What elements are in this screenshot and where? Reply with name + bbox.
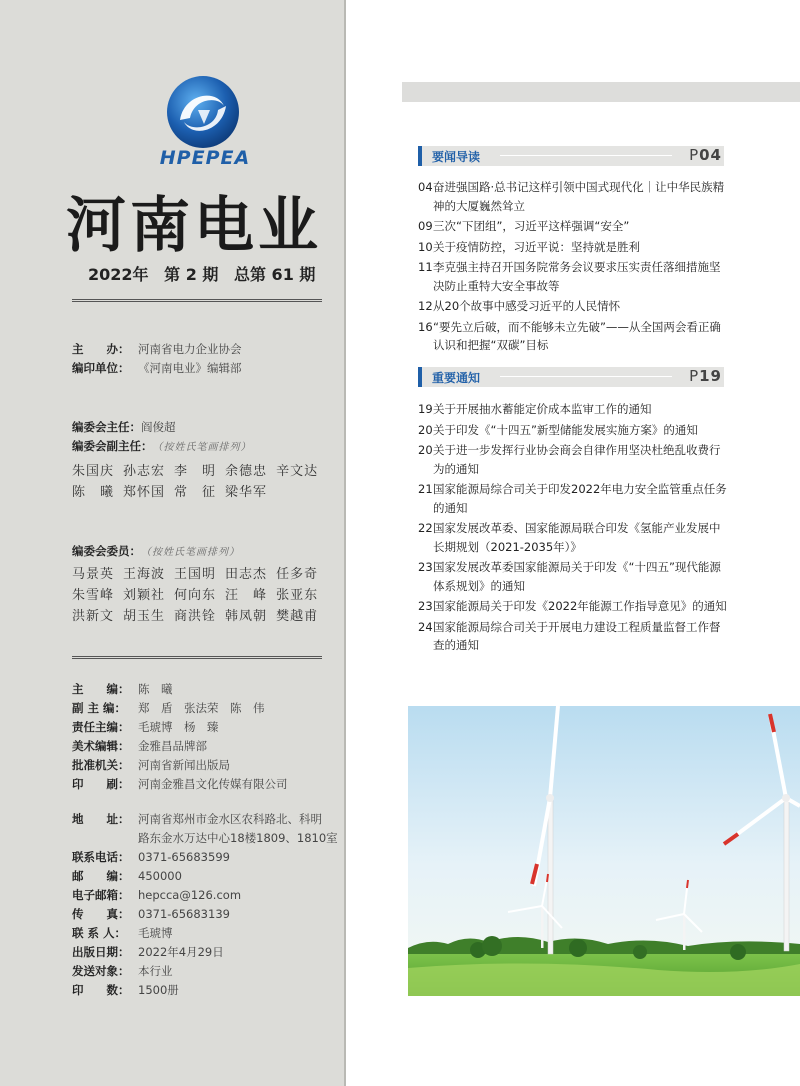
toc-page: 23: [418, 560, 433, 574]
header-bar: [402, 82, 800, 102]
toc-news: [418, 178, 728, 357]
publish-date-value: 2022年4月29日: [138, 945, 224, 959]
field-label: 联 系 人：: [72, 926, 127, 940]
section-page: [689, 367, 722, 385]
address-row: [72, 810, 342, 829]
person-name: 樊越甫: [276, 609, 319, 624]
toc-title: 三次“下团组”，习近平这样强调“安全”: [433, 219, 630, 233]
person-name: 朱国庆: [72, 464, 115, 479]
committee-director-row: [72, 418, 342, 437]
person-name: 李 明: [174, 464, 217, 479]
toc-page: 20: [418, 443, 433, 457]
toc-page: 23: [418, 599, 433, 613]
member-names-row: [72, 606, 342, 627]
address-line: 路东金水万达中心18楼1809、1810室: [138, 831, 338, 845]
toc-page: 21: [418, 482, 433, 496]
field-label: 发送对象：: [72, 964, 130, 978]
field-value: 金雅昌品牌部: [138, 739, 207, 753]
toc-title: 李克强主持召开国务院常务会议要求压实责任落细措施坚决防止重特大安全事故等: [433, 260, 721, 293]
title-divider: [72, 299, 322, 303]
organizer-block: [72, 340, 342, 378]
toc-item[interactable]: [418, 597, 728, 616]
page-prefix: P: [689, 146, 700, 164]
field-label: 出版日期：: [72, 945, 130, 959]
organizer-row: [72, 359, 342, 378]
field-value: 阎俊超: [141, 420, 176, 434]
toc-title: 国家能源局关于印发《2022年能源工作指导意见》的通知: [433, 599, 727, 613]
field-label: 主 办：: [72, 342, 130, 356]
section-header-notices: [418, 367, 724, 387]
field-label: 主 编：: [72, 682, 130, 696]
committee-block: [72, 418, 342, 503]
member-names-row: [72, 564, 342, 585]
field-label: 地 址：: [72, 812, 130, 826]
field-label: 印 数：: [72, 983, 130, 997]
postcode-value: 450000: [138, 869, 182, 883]
toc-item[interactable]: [418, 558, 728, 595]
person-name: 常 征: [174, 485, 217, 500]
ordering-note: （按姓氏笔画排列）: [141, 547, 240, 558]
toc-item[interactable]: [418, 297, 728, 316]
toc-title: 奋进强国路·总书记这样引领中国式现代化｜让中华民族精神的大厦巍然耸立: [433, 180, 725, 213]
toc-item[interactable]: [418, 318, 728, 355]
section-page: [689, 146, 722, 164]
field-label: 责任主编：: [72, 720, 130, 734]
toc-item[interactable]: [418, 421, 728, 440]
field-value: 河南省新闻出版局: [138, 758, 230, 772]
toc-title: 关于进一步发挥行业协会商会自律作用坚决杜绝乱收费行为的通知: [433, 443, 721, 476]
field-label: 传 真：: [72, 907, 130, 921]
contact-person-value: 毛琥博: [138, 926, 173, 940]
deputy-names-row: [72, 461, 342, 482]
issue-line: [88, 262, 328, 285]
field-label: 美术编辑：: [72, 739, 130, 753]
toc-page: 16: [418, 319, 433, 334]
person-name: 张亚东: [276, 588, 319, 603]
logo-wordmark: HPEPEA: [159, 147, 251, 169]
person-name: 朱雪峰: [72, 588, 115, 603]
member-names-row: [72, 585, 342, 606]
person-name: 刘颖社: [123, 588, 166, 603]
committee-members-row: [72, 542, 342, 562]
committee-deputy-row: [72, 437, 342, 457]
toc-title: 关于印发《“十四五”新型储能发展实施方案》的通知: [433, 422, 698, 437]
field-label: 印 刷：: [72, 777, 130, 791]
magazine-title: 河南电业: [66, 191, 322, 261]
section-title: 要闻导读: [432, 150, 481, 164]
field-label: 编印单位：: [72, 361, 130, 375]
toc-page: 11: [418, 260, 433, 274]
person-name: 梁华军: [225, 485, 268, 500]
toc-title: “要先立后破，而不能够未立先破”——从全国两会看正确认识和把握“双碳”目标: [433, 319, 721, 352]
fax-value: 0371-65683139: [138, 907, 230, 921]
field-label: 电子邮箱：: [72, 888, 130, 902]
contact-row: [72, 848, 342, 867]
section-header-news: [418, 146, 724, 166]
toc-title: 关于疫情防控，习近平说：坚持就是胜利: [433, 239, 640, 254]
toc-item[interactable]: [418, 400, 728, 419]
issue-year: 2022年: [88, 265, 149, 284]
field-label: 批准机关：: [72, 758, 130, 772]
address-line: 河南省郑州市金水区农科路北、科明: [138, 812, 322, 826]
staff-block: [72, 680, 342, 794]
wind-farm-photo: [408, 706, 800, 996]
contact-row: [72, 943, 342, 962]
toc-title: 国家发展改革委、国家能源局联合印发《氢能产业发展中长期规划（2021-2035年）》: [433, 521, 721, 554]
toc-page: 09: [418, 219, 433, 233]
issue-total: 总第 61 期: [233, 265, 316, 284]
toc-notices: [418, 400, 728, 657]
page-number: 19: [699, 367, 722, 385]
person-name: 陈 曦: [72, 485, 115, 500]
toc-item[interactable]: [418, 178, 728, 215]
organizer-row: [72, 340, 342, 359]
staff-divider: [72, 656, 322, 660]
toc-item[interactable]: [418, 480, 728, 517]
contact-row: [72, 905, 342, 924]
toc-page: 24: [418, 619, 433, 634]
toc-item[interactable]: [418, 217, 728, 236]
field-value: 河南金雅昌文化传媒有限公司: [138, 777, 288, 791]
page-number: 04: [699, 146, 722, 164]
contact-row: [72, 924, 342, 943]
print-run-value: 1500册: [138, 983, 179, 997]
field-label: 编委会主任：: [72, 420, 141, 434]
person-name: 韩凤朝: [225, 609, 268, 624]
section-rule: [500, 155, 672, 156]
section-rule: [500, 376, 672, 377]
field-value: 郑 盾 张法荣 陈 伟: [138, 701, 265, 715]
contact-row: [72, 981, 342, 1000]
toc-page: 20: [418, 422, 433, 437]
toc-page: 10: [418, 239, 433, 254]
audience-value: 本行业: [138, 964, 173, 978]
toc-page: 22: [418, 521, 433, 535]
person-name: 汪 峰: [225, 588, 268, 603]
toc-title: 从20个故事中感受习近平的人民情怀: [433, 299, 621, 313]
panel-divider: [344, 0, 346, 1086]
staff-row: [72, 737, 342, 756]
staff-row: [72, 718, 342, 737]
toc-page: 12: [418, 299, 433, 313]
person-name: 郑怀国: [123, 485, 166, 500]
contact-block: [72, 810, 342, 1000]
contact-row: [72, 886, 342, 905]
person-name: 余德忠: [225, 464, 268, 479]
person-name: 马景英: [72, 567, 115, 582]
person-name: 胡玉生: [123, 609, 166, 624]
ordering-note: （按姓氏笔画排列）: [152, 442, 252, 453]
section-title: 重要通知: [432, 371, 481, 385]
person-name: 何向东: [174, 588, 217, 603]
person-name: 洪新文: [72, 609, 115, 624]
field-label: 编委会委员：: [72, 544, 141, 558]
staff-row: [72, 756, 342, 775]
person-name: 任多奇: [276, 567, 319, 582]
toc-item[interactable]: [418, 238, 728, 257]
toc-item[interactable]: [418, 519, 728, 556]
toc-title: 关于开展抽水蓄能定价成本监审工作的通知: [433, 402, 652, 416]
field-label: 编委会副主任：: [72, 439, 153, 453]
contact-row: [72, 867, 342, 886]
phone-value: 0371-65683599: [138, 850, 230, 864]
toc-title: 国家发展改革委国家能源局关于印发《“十四五”现代能源体系规划》的通知: [433, 560, 721, 593]
toc-page: 04: [418, 180, 433, 194]
page-prefix: P: [689, 367, 700, 385]
issue-number: 第 2 期: [164, 265, 219, 284]
field-value: 河南省电力企业协会: [138, 342, 242, 356]
members-block: [72, 542, 342, 627]
person-name: 孙志宏: [123, 464, 166, 479]
toc-item[interactable]: [418, 441, 728, 478]
field-value: 《河南电业》编辑部: [138, 361, 242, 375]
toc-title: 国家能源局综合司关于开展电力建设工程质量监督工作督查的通知: [433, 619, 721, 652]
toc-title: 国家能源局综合司关于印发2022年电力安全监管重点任务的通知: [433, 482, 727, 515]
person-name: 王海波: [123, 567, 166, 582]
staff-row: [72, 775, 342, 794]
field-label: 副 主 编：: [72, 701, 127, 715]
toc-item[interactable]: [418, 618, 728, 655]
email-value: hepcca@126.com: [138, 888, 242, 902]
staff-row: [72, 680, 342, 699]
person-name: 辛文达: [276, 464, 319, 479]
deputy-names-row: [72, 482, 342, 503]
contact-row: [72, 962, 342, 981]
person-name: 田志杰: [225, 567, 268, 582]
toc-page: 19: [418, 402, 433, 416]
toc-item[interactable]: [418, 258, 728, 295]
person-name: 王国明: [174, 567, 217, 582]
staff-row: [72, 699, 342, 718]
field-value: 毛琥博 杨 臻: [138, 720, 219, 734]
field-label: 邮 编：: [72, 869, 130, 883]
person-name: 商洪铨: [174, 609, 217, 624]
field-value: 陈 曦: [138, 682, 173, 696]
field-label: 联系电话：: [72, 850, 130, 864]
